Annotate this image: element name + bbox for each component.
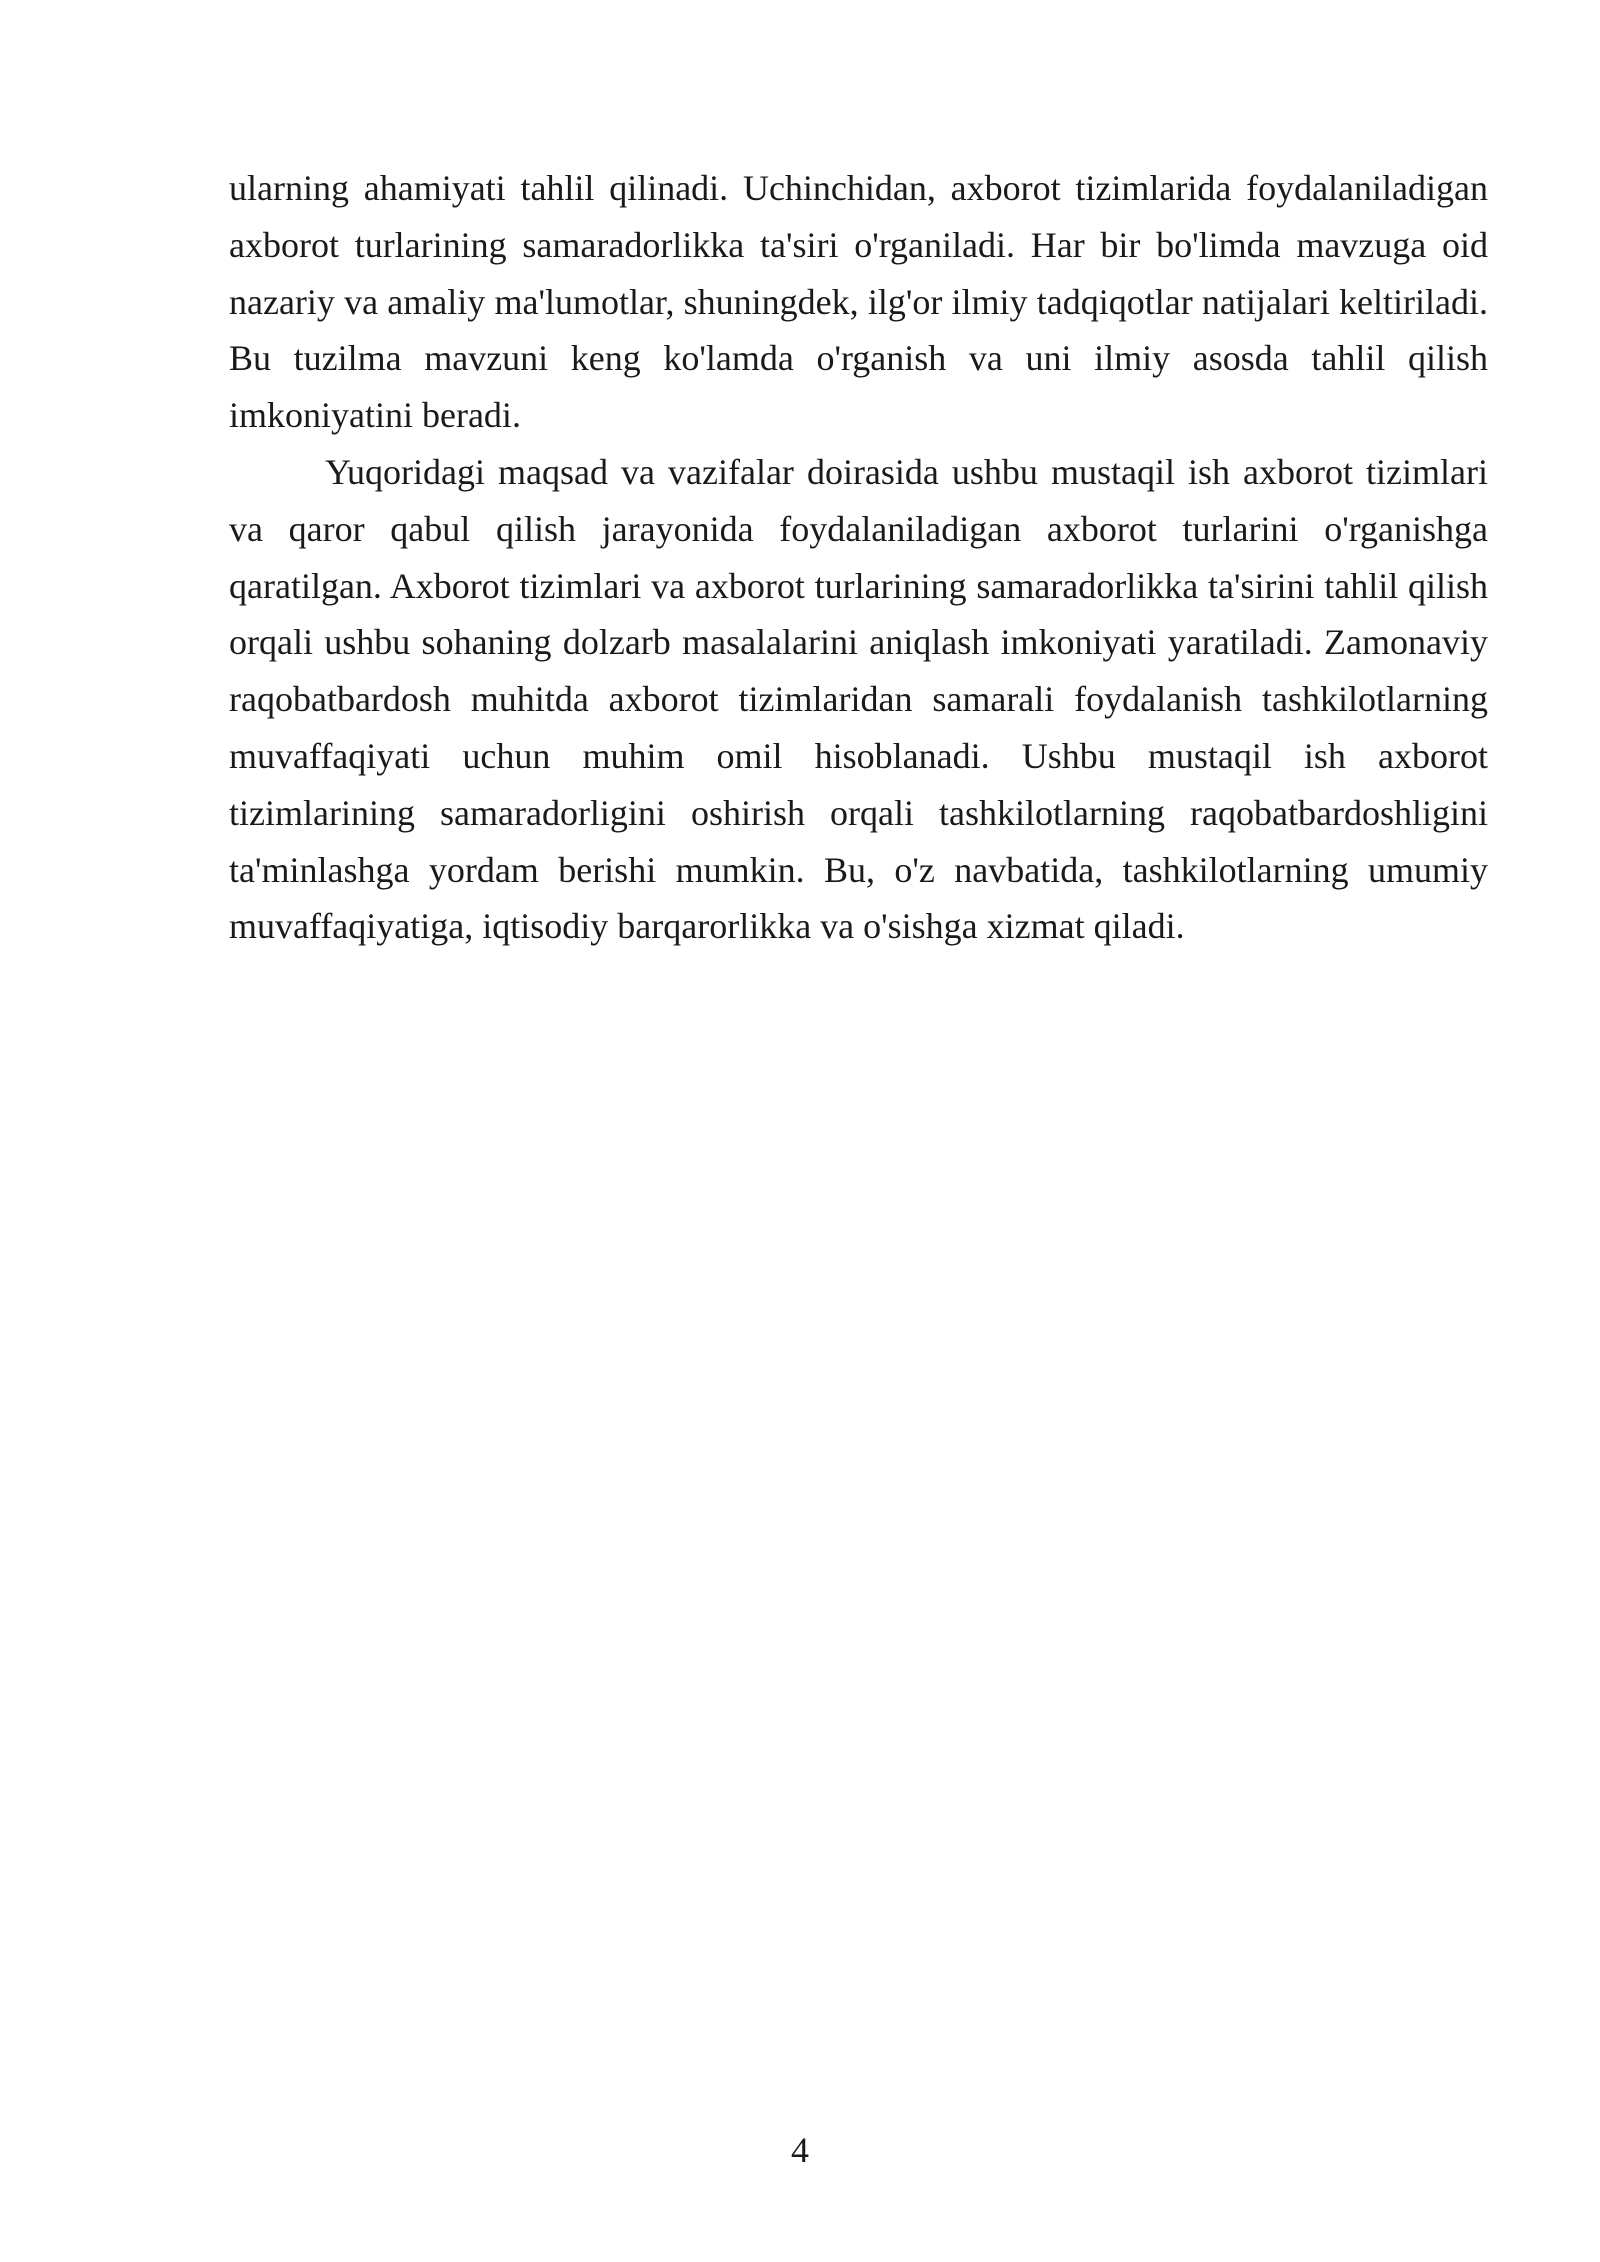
page-number: 4 (791, 2130, 809, 2170)
body-text (229, 160, 1488, 955)
paragraph-continued: ularning ahamiyati tahlil qilinadi. Uchinchidan, axborot tizimlarida foydalaniladigan axborot turlarining samaradorlikka ta'siri o'rganiladi. Har bir bo'limda mavzuga oid nazariy va amaliy ma'lumotlar, shuningdek, ilg'or ilmiy tadqiqotlar natijalari keltiriladi. Bu tuzilma mavzuni keng ko'lamda o'rganish va uni ilmiy asosda tahlil qilish imkoniyatini beradi. (229, 168, 1488, 436)
paragraph-purpose: Yuqoridagi maqsad va vazifalar doirasida ushbu mustaqil ish axborot tizimlari va qaror qabul qilish jarayonida foydalaniladigan axborot turlarini o'rganishga qaratilgan. Axborot tizimlari va axborot turlarining samaradorlikka ta'sirini tahlil qilish orqali ushbu sohaning dolzarb masalalarini aniqlash imkoniyati yaratiladi. Zamonaviy raqobatbardosh muhitda axborot tizimlaridan samarali foydalanish tashkilotlarning muvaffaqiyati uchun muhim omil hisoblanadi. Ushbu mustaqil ish axborot tizimlarining samaradorligini oshirish orqali tashkilotlarning raqobatbardoshligini ta'minlashga yordam berishi mumkin. Bu, o'z navbatida, tashkilotlarning umumiy muvaffaqiyatiga, iqtisodiy barqarorlikka va o'sishga xizmat qiladi. (229, 451, 1488, 947)
